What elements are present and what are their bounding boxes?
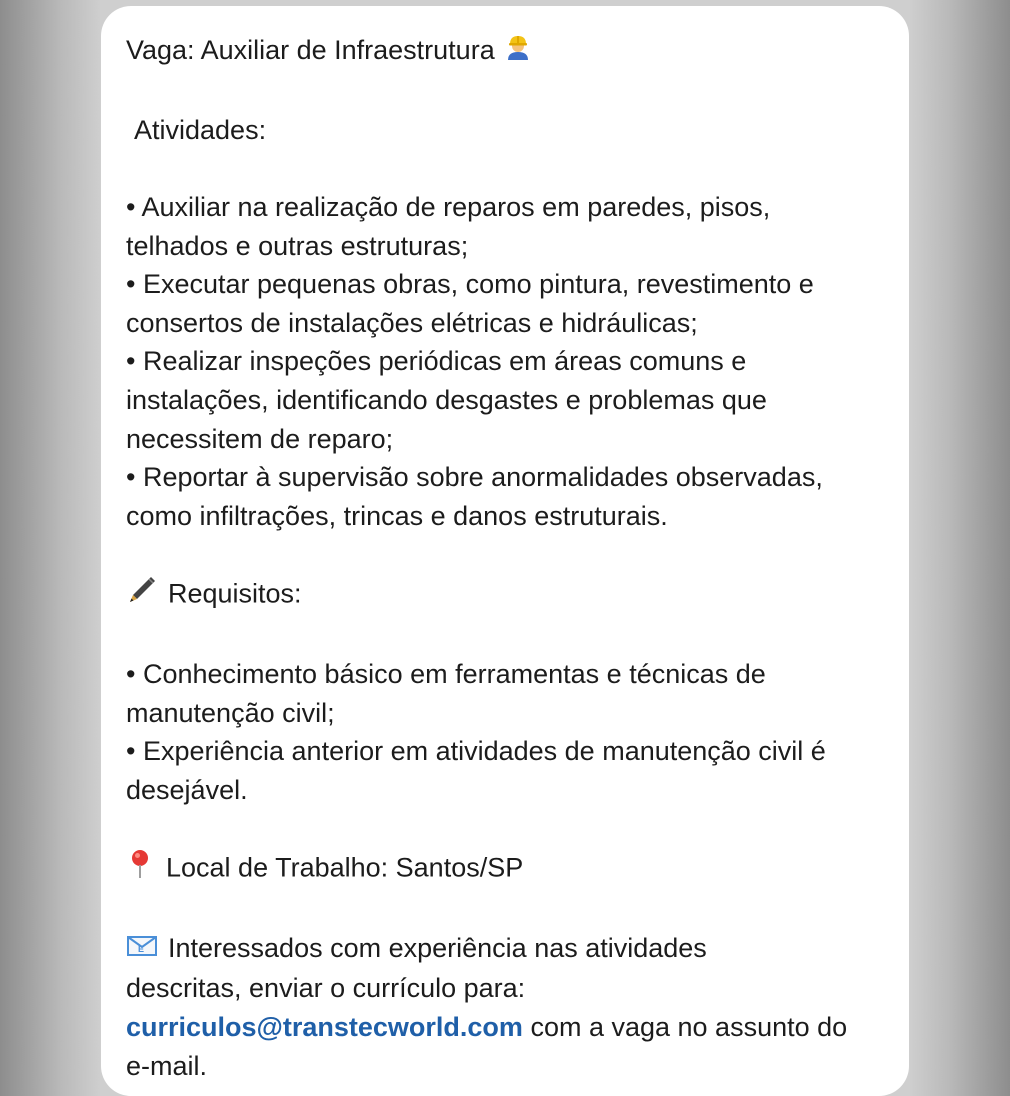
- svg-text:E: E: [138, 943, 145, 954]
- activity-line: • Auxiliar na realização de reparos em paredes, pisos,: [126, 191, 771, 222]
- requirement-line: desejável.: [126, 774, 248, 805]
- requirements-header: [126, 574, 889, 617]
- email-suffix: com a vaga no assunto do: [522, 1012, 848, 1042]
- activity-line: consertos de instalações elétricas e hidráulicas;: [126, 307, 698, 338]
- activity-line: como infiltrações, trincas e danos estruturais.: [126, 500, 668, 531]
- contact-line: [126, 929, 889, 969]
- envelope-icon: [126, 931, 158, 970]
- email-line: [126, 1008, 889, 1047]
- pin-icon: [126, 848, 156, 891]
- location-line: [126, 848, 889, 891]
- pen-icon: [126, 574, 158, 617]
- title-line: [126, 31, 889, 72]
- contact-text-2: descritas, enviar o currículo para:: [126, 973, 526, 1004]
- requirement-line: • Experiência anterior em atividades de manutenção civil é: [126, 736, 826, 767]
- activity-line: • Reportar à supervisão sobre anormalidades observadas,: [126, 462, 823, 493]
- contact-text-4: e-mail.: [126, 1050, 208, 1081]
- message-bubble: [101, 6, 909, 1096]
- construction-worker-icon: [503, 32, 533, 73]
- activity-line: necessitem de reparo;: [126, 423, 394, 454]
- activity-line: • Executar pequenas obras, como pintura, revestimento e: [126, 269, 814, 300]
- job-title: Vaga: Auxiliar de Infraestrutura: [126, 35, 495, 65]
- contact-text-1: Interessados com experiência nas atividades: [168, 933, 707, 964]
- activity-line: instalações, identificando desgastes e problemas que: [126, 384, 767, 415]
- activity-line: telhados e outras estruturas;: [126, 230, 469, 261]
- requirement-line: • Conhecimento básico em ferramentas e técnicas de: [126, 659, 766, 690]
- email-link[interactable]: curriculos@transtecworld.com: [126, 1012, 523, 1042]
- activities-header: [126, 111, 889, 150]
- location-text: Local de Trabalho: Santos/SP: [166, 852, 524, 883]
- activity-line: • Realizar inspeções periódicas em áreas comuns e: [126, 346, 747, 377]
- activities-header-text: Atividades:: [134, 114, 267, 145]
- requirements-header-text: Requisitos:: [168, 578, 302, 609]
- requirement-line: manutenção civil;: [126, 697, 335, 728]
